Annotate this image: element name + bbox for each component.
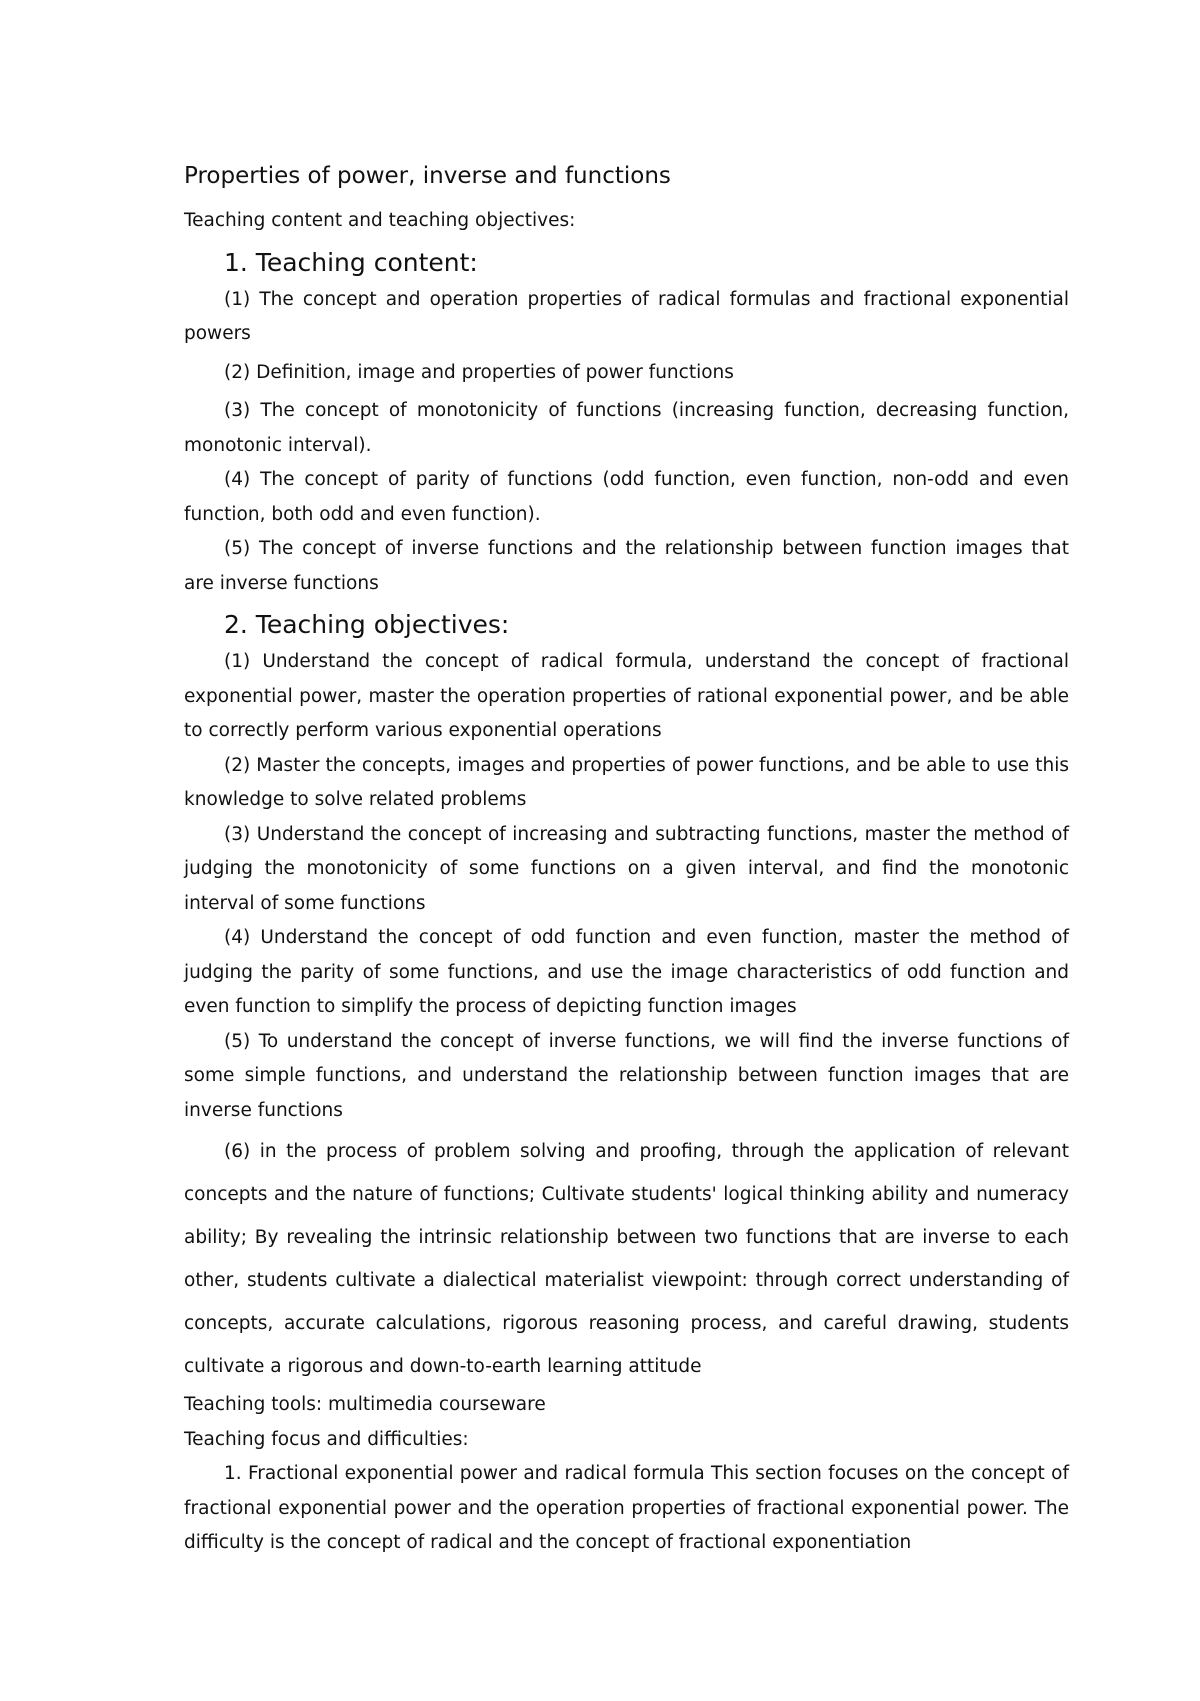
objective-item: (6) in the process of problem solving and proofing, through the application of relevant concepts and the nature of functions; Cultivate students' logical thinking ability and numeracy ability; By revealing the intrinsic relationship between two functions that are inverse to each other, students cultivate a dialectical materialist viewpoint: through correct understanding of concepts, accurate calculations, rigorous reasoning process, and careful drawing, students cultivate a rigorous and down-to-earth learning attitude (184, 1141, 1069, 1377)
content-item: (2) Definition, image and properties of power functions (224, 361, 734, 383)
teaching-tools-line: Teaching tools: multimedia courseware (184, 1394, 546, 1415)
intro-line: Teaching content and teaching objectives: (184, 210, 576, 231)
objective-item: (3) Understand the concept of increasing and subtracting functions, master the method of judging the monotonicity of some functions on a given interval, and find the monotonic interval of some functions (184, 823, 1069, 914)
section-heading-teaching-objectives: 2. Teaching objectives: (224, 610, 510, 639)
document-title: Properties of power, inverse and functions (184, 163, 671, 189)
content-item: (5) The concept of inverse functions and the relationship between function images that are inverse functions (184, 538, 1069, 594)
objective-item: (5) To understand the concept of inverse functions, we will find the inverse functions of some simple functions, and understand the relationship between function images that are inverse functions (184, 1030, 1069, 1121)
objective-item: (4) Understand the concept of odd function and even function, master the method of judging the parity of some functions, and use the image characteristics of odd function and even function to simplify the process of depicting function images (184, 927, 1069, 1017)
content-item: (4) The concept of parity of functions (odd function, even function, non-odd and even function, both odd and even function). (184, 469, 1069, 525)
objective-item: (1) Understand the concept of radical formula, understand the concept of fractional exponential power, master the operation properties of rational exponential power, and be able to correctly perform various exponential operations (184, 651, 1069, 741)
content-item: (3) The concept of monotonicity of functions (increasing function, decreasing function, monotonic interval). (184, 400, 1069, 456)
focus-item: 1. Fractional exponential power and radical formula This section focuses on the concept of fractional exponential power and the operation properties of fractional exponential power. The difficulty is the concept of radical and the concept of fractional exponentiation (184, 1463, 1069, 1553)
section-heading-teaching-content: 1. Teaching content: (224, 247, 478, 277)
document-body (184, 158, 1069, 1561)
objective-item: (2) Master the concepts, images and properties of power functions, and be able to use this knowledge to solve related problems (184, 754, 1069, 810)
content-item: (1) The concept and operation properties of radical formulas and fractional exponential powers (184, 288, 1069, 344)
focus-heading: Teaching focus and difficulties: (184, 1428, 469, 1450)
